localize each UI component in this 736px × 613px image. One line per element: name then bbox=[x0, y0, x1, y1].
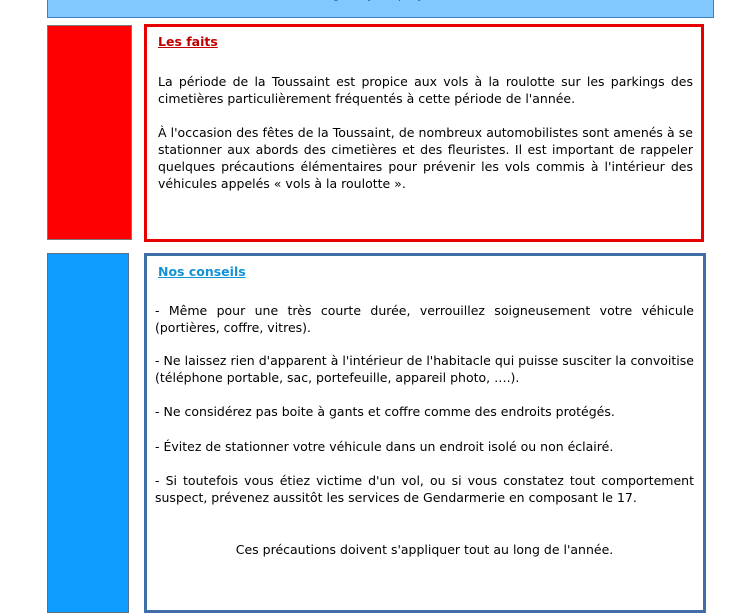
conseil-item-4: - Évitez de stationner votre véhicule dans un endroit isolé ou non éclairé. bbox=[155, 439, 614, 454]
conseils-panel bbox=[144, 253, 706, 613]
top-banner bbox=[47, 0, 714, 18]
conseil-item-2: - Ne laissez rien d'apparent à l'intérieur de l'habitacle qui puisse susciter la convoitise (téléphone portable, sac, portefeuille, appareil photo, ….). bbox=[155, 353, 694, 385]
faits-heading: Les faits bbox=[158, 34, 218, 49]
faits-paragraph-2: À l'occasion des fêtes de la Toussaint, de nombreux automobilistes sont amenés à se stationner aux abords des cimetières et des fleuristes. Il est important de rappeler quelques précautions élémentaires pour prévenir les vols commis à l'intérieur des véhicules appelés « vols à la roulotte ». bbox=[158, 125, 693, 191]
conseils-closing: Ces précautions doivent s'appliquer tout au long de l'année. bbox=[235, 542, 614, 557]
faits-paragraph-1: La période de la Toussaint est propice aux vols à la roulotte sur les parkings des cimetières particulièrement fréquentés à cette période de l'année. bbox=[158, 74, 693, 106]
top-banner-text bbox=[48, 0, 713, 1]
conseil-item-3: - Ne considérez pas boite à gants et coffre comme des endroits protégés. bbox=[155, 404, 615, 419]
conseils-side-bar bbox=[47, 253, 129, 613]
conseil-item-1: - Même pour une très courte durée, verrouillez soigneusement votre véhicule (portières, coffre, vitres). bbox=[155, 303, 694, 335]
conseil-item-5: - Si toutefois vous étiez victime d'un vol, ou si vous constatez tout comportement suspect, prévenez aussitôt les services de Gendarmerie en composant le 17. bbox=[155, 473, 694, 505]
faits-panel bbox=[144, 24, 704, 242]
faits-side-bar bbox=[47, 25, 132, 240]
conseils-heading: Nos conseils bbox=[158, 264, 246, 279]
